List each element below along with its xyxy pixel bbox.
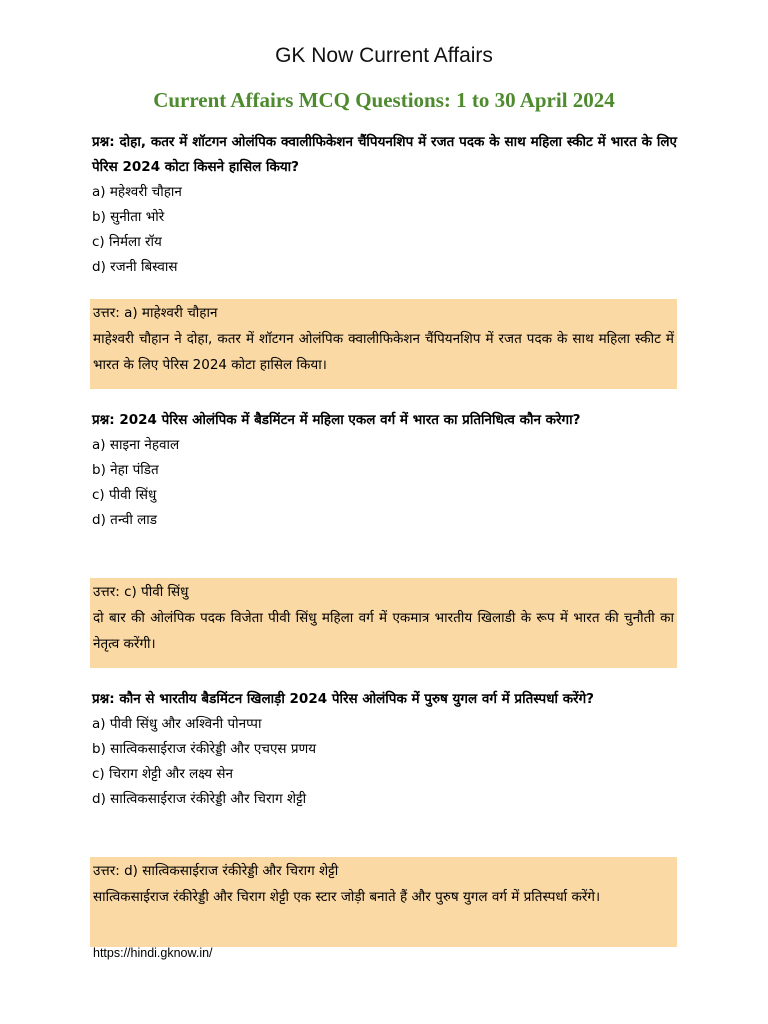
answer-label: उत्तर: a) माहेश्वरी चौहान: [93, 305, 218, 321]
option-b: b) सात्विकसाईराज रंकीरेड्डी और एचएस प्रणय: [92, 741, 317, 757]
option-b: b) नेहा पंडित: [92, 462, 159, 478]
question-text: प्रश्न: दोहा, कतर में शॉटगन ओलंपिक क्वालीफिकेशन चैंपियनशिप में रजत पदक के साथ महिला स्कीट में भारत के लिए पेरिस 2024 कोटा किसने हासिल किया?: [92, 134, 677, 175]
footer-url-link[interactable]: https://hindi.gknow.in/: [93, 946, 213, 960]
answer-label: उत्तर: c) पीवी सिंधु: [93, 584, 189, 600]
option-a: a) साइना नेहवाल: [92, 437, 180, 453]
question-block-2: [92, 408, 677, 533]
question-text: प्रश्न: 2024 पेरिस ओलंपिक में बैडमिंटन में महिला एकल वर्ग में भारत का प्रतिनिधित्व कौन करेगा?: [92, 412, 581, 428]
options-list: [92, 712, 677, 812]
options-list: [92, 433, 677, 533]
question-block-3: [92, 687, 677, 812]
option-c: c) निर्मला रॉय: [92, 234, 162, 250]
answer-explanation: दो बार की ओलंपिक पदक विजेता पीवी सिंधु महिला वर्ग में एकमात्र भारतीय खिलाडी के रूप में भारत की चुनौती का नेतृत्व करेंगी।: [93, 610, 674, 652]
document-title: Current Affairs MCQ Questions: 1 to 30 April 2024: [153, 88, 615, 112]
option-c: c) चिराग शेट्टी और लक्ष्य सेन: [92, 766, 234, 782]
option-d: d) सात्विकसाईराज रंकीरेड्डी और चिराग शेट्टी: [92, 791, 307, 807]
option-d: d) तन्वी लाड: [92, 512, 158, 528]
answer-box-3: [90, 857, 677, 947]
answer-label: उत्तर: d) सात्विकसाईराज रंकीरेड्डी और चिराग शेट्टी: [93, 863, 339, 879]
option-c: c) पीवी सिंधु: [92, 487, 157, 503]
question-text: प्रश्न: कौन से भारतीय बैडमिंटन खिलाड़ी 2024 पेरिस ओलंपिक में पुरुष युगल वर्ग में प्रतिस्पर्धा करेंगे?: [92, 691, 595, 707]
option-d: d) रजनी बिस्वास: [92, 259, 178, 275]
answer-box-1: [90, 299, 677, 389]
options-list: [92, 180, 677, 280]
option-a: a) महेश्वरी चौहान: [92, 184, 182, 200]
option-b: b) सुनीता भोरे: [92, 209, 165, 225]
option-a: a) पीवी सिंधु और अश्विनी पोनप्पा: [92, 716, 262, 732]
answer-explanation: माहेश्वरी चौहान ने दोहा, कतर में शॉटगन ओलंपिक क्वालीफिकेशन चैंपियनशिप में रजत पदक के साथ महिला स्कीट में भारत के लिए पेरिस 2024 कोटा हासिल किया।: [93, 331, 674, 373]
question-block-1: [92, 130, 677, 280]
answer-explanation: सात्विकसाईराज रंकीरेड्डी और चिराग शेट्टी एक स्टार जोड़ी बनाते हैं और पुरुष युगल वर्ग में प्रतिस्पर्धा करेंगे।: [93, 889, 601, 905]
site-title: GK Now Current Affairs: [275, 44, 493, 67]
answer-box-2: [90, 578, 677, 668]
